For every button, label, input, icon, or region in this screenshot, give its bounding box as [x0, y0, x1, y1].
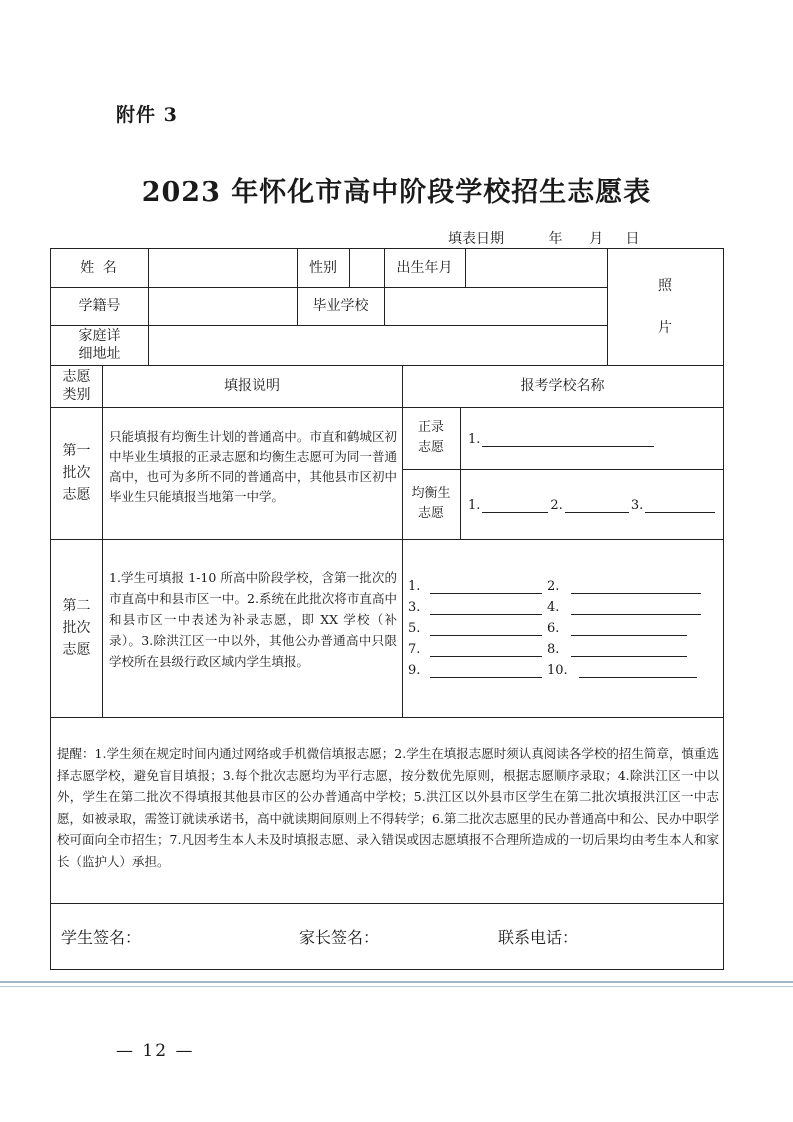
choice-slot-6[interactable]: 6.: [547, 618, 687, 636]
fill-date-label: 填表日期 年 月 日: [448, 231, 640, 247]
name-field[interactable]: [148, 249, 297, 287]
choice-slot-1[interactable]: 1.: [408, 576, 542, 594]
choice-slot-10[interactable]: 10.: [547, 660, 697, 678]
instructions-header: 填报说明: [224, 378, 280, 394]
birth-date-field[interactable]: [465, 249, 607, 287]
gender-label: 性别: [309, 260, 337, 276]
parent-signature-label: 家长签名：: [299, 928, 380, 947]
footer-divider-thin: [0, 986, 793, 987]
reminder-text: 提醒：1.学生须在规定时间内通过网络或手机微信填报志愿；2.学生在填报志愿时须认真阅读各学校的招生简章，慎重选择志愿学校，避免盲目填报；3.每个批次志愿均为平行志愿，按分数优先原则，根据志愿顺序录取；4.除洪江区一中以外，学生在第二批次不得填报其他县市区的公办普通高中学校；5.洪江区以外县市区学生在第二批次填报洪江区一中志愿，如被录取，需签订就读承诺书，高中就读期间原则上不得转学；6.第二批次志愿里的民办普通高中和公、民办中职学校可面向全市招生；7.凡因考生本人未及时填报志愿、录入错误或因志愿填报不合理所造成的一切后果均由考生本人和家长（监护人）承担。: [57, 746, 719, 869]
regular-choice-label: 正录 志愿: [417, 420, 444, 455]
choice-slot-4[interactable]: 4.: [547, 597, 701, 615]
address-label: 家庭详 细地址: [78, 328, 121, 362]
address-field[interactable]: [148, 325, 607, 365]
student-signature-label: 学生签名：: [61, 928, 142, 947]
choice-slot-3[interactable]: 3.: [408, 597, 542, 615]
regular-choice-slot[interactable]: 1.: [468, 429, 654, 447]
birth-date-label: 出生年月: [396, 260, 453, 276]
choice-slot-5[interactable]: 5.: [408, 618, 542, 636]
page-number: — 12 —: [116, 1041, 195, 1061]
school-name-header: 报考学校名称: [520, 378, 605, 394]
batch1-instructions: 只能填报有均衡生计划的普通高中。市直和鹤城区初中毕业生填报的正录志愿和均衡生志愿可为同一普通高中，也可为多所不同的普通高中，其他县市区初中毕业生只能填报当地第一中学。: [109, 429, 397, 504]
batch2-label: 第二 批次 志愿: [62, 598, 91, 658]
student-id-label: 学籍号: [78, 298, 121, 314]
gender-field[interactable]: [349, 249, 384, 287]
category-header: 志愿 类别: [62, 369, 91, 403]
photo-label-2: 片: [658, 320, 672, 336]
photo-box[interactable]: [607, 249, 723, 365]
application-form: [50, 248, 724, 970]
graduation-school-label: 毕业学校: [312, 298, 369, 314]
student-id-field[interactable]: [148, 287, 297, 325]
choice-slot-2[interactable]: 2.: [547, 576, 701, 594]
form-title: 2023 年怀化市高中阶段学校招生志愿表: [141, 177, 652, 208]
footer-divider: [0, 981, 793, 983]
graduation-school-field[interactable]: [384, 287, 607, 325]
name-label: 姓 名: [80, 260, 119, 276]
balanced-choice-slots[interactable]: 1. 2. 3.: [468, 495, 715, 513]
batch1-label: 第一 批次 志愿: [62, 443, 91, 503]
choice-slot-7[interactable]: 7.: [408, 639, 542, 657]
attachment-label: 附件 3: [116, 104, 178, 126]
balanced-choice-label: 均衡生 志愿: [411, 486, 451, 521]
choice-slot-9[interactable]: 9.: [408, 660, 542, 678]
contact-phone-label: 联系电话：: [498, 928, 579, 947]
batch2-instructions: 1.学生可填报 1-10 所高中阶段学校，含第一批次的市直高中和县市区一中。2.系统在此批次将市直高中和县市区一中表述为补录志愿，即 XX 学校（补录）。3.除洪江区一中以外，其他公办普通高中只限学校所在县级行政区域内学生填报。: [109, 570, 397, 669]
photo-label-1: 照: [658, 278, 672, 294]
choice-slot-8[interactable]: 8.: [547, 639, 687, 657]
